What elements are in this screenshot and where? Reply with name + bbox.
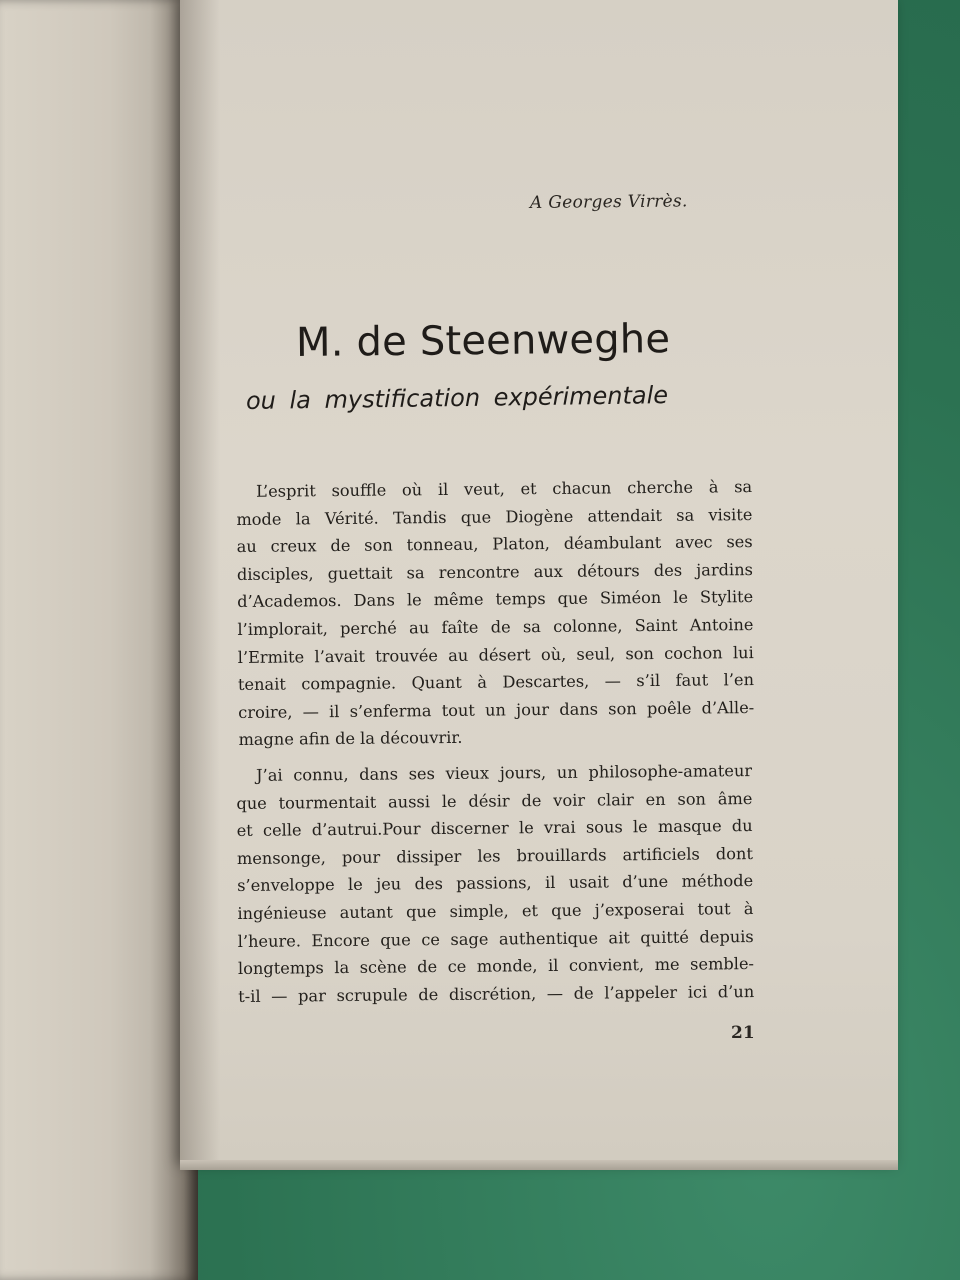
text-line: s’enveloppe le jeu des passions, il usait d’une méthode [237,871,754,896]
text-line: magne afin de la découvrir. [238,728,463,750]
text-line: disciples, guettait sa rencontre aux détours des jardins [236,559,753,584]
text-line: croire, — il s’enferma tout un jour dans son poêle d’Alle- [238,697,755,722]
text-line: ingénieuse autant que simple, et que j’exposerai tout à [237,899,754,923]
page-number: 21 [731,1023,755,1043]
text-line: longtemps la scène de ce monde, il convient, me semble- [237,954,755,979]
chapter-subtitle: ou la mystification expérimentale [245,381,669,415]
text-line: que tourmentait aussi le désir de voir clair en son âme [236,788,753,813]
text-line: mensonge, pour dissiper les brouillards artificiels dont [236,843,753,868]
text-line: au creux de son tonneau, Platon, déambulant avec ses [236,532,753,557]
text-line: mode la Vérité. Tandis que Diogène attendait sa visite [236,504,753,529]
text-line: t-il — par scrupule de discrétion, — de l’appeler ici d’un [238,981,755,1006]
paragraph-2 [236,757,754,1010]
text-line: l’Ermite l’avait trouvée au désert où, seul, son cochon lui [237,642,754,667]
text-line: et celle d’autrui.Pour discerner le vrai sous le masque du [236,816,753,841]
left-facing-page [0,0,198,1280]
text-line: L’esprit souffle où il veut, et chacun cherche à sa [256,477,753,501]
dedication: A Georges Virrès. [529,191,688,213]
text-line: l’implorait, perché au faîte de sa colonne, Saint Antoine [237,615,754,639]
text-line: tenait compagnie. Quant à Descartes, — s’il faut l’en [237,670,755,695]
text-line: l’heure. Encore que ce sage authentique ait quitté depuis [237,926,754,951]
text-line: d’Academos. Dans le même temps que Siméon le Stylite [237,587,754,612]
chapter-title: M. de Steenweghe [295,316,671,366]
text-line: J’ai connu, dans ses vieux jours, un philosophe-amateur [256,761,753,785]
page-bottom-edge [180,1160,898,1170]
paragraph-1 [236,473,755,754]
page-gutter-shade [180,0,220,1165]
